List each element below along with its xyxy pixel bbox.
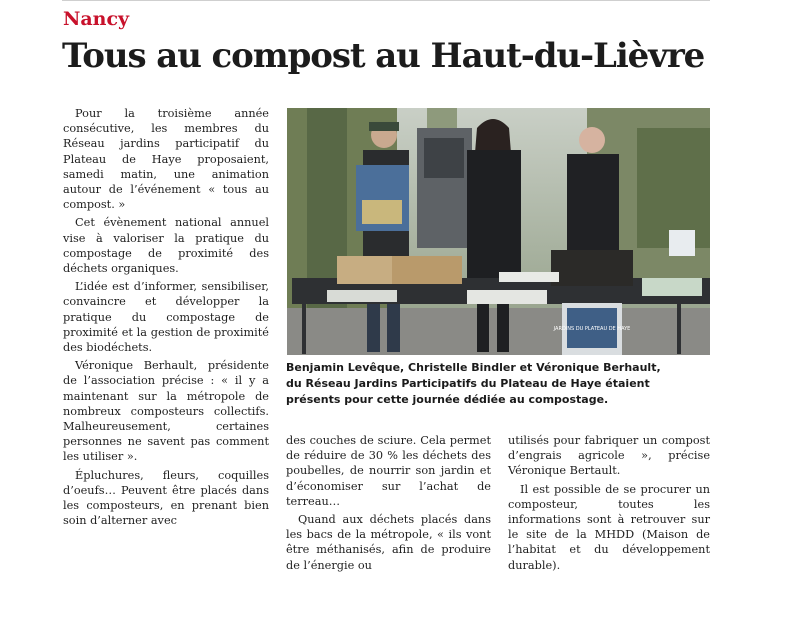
paragraph: utilisés pour fabriquer un compost d’engrais agricole », précise Véronique Bertault. [508, 434, 710, 478]
photo-sign-text: JARDINS DU PLATEAU DE HAYE [553, 326, 631, 332]
paragraph: Pour la troisième année consécutive, les membres du Réseau jardins participatif du Plateau de Haye proposaient, samedi matin, une animation autour de l’événement « tous au compost. » [63, 107, 269, 212]
paragraph: des couches de sciure. Cela permet de réduire de 30 % les déchets des poubelles, de nourrir son jardin et d’économiser sur l’achat de terreau… [286, 434, 491, 508]
photo-caption [286, 360, 716, 408]
article-column-1 [63, 106, 269, 528]
caption-line: présents pour cette journée dédiée au compostage. [286, 393, 609, 406]
caption-line: du Réseau Jardins Participatifs du Plateau de Haye étaient [286, 377, 650, 390]
paragraph: Cet évènement national annuel vise à valoriser la pratique du compostage de proximité des déchets organiques. [63, 216, 269, 276]
article-photo [287, 108, 710, 355]
section-kicker: Nancy [63, 8, 130, 30]
article-column-2 [286, 433, 491, 573]
paragraph: Quand aux déchets placés dans les bacs de la métropole, « ils vont être méthanisés, afin de produire de l’énergie ou [286, 513, 491, 572]
paragraph: L’idée est d’informer, sensibiliser, convaincre et développer la pratique du compostage de proximité et la gestion de proximité des biodéchets. [63, 280, 269, 355]
paragraph: Véronique Berhault, présidente de l’association précise : « il y a maintenant sur la métropole de nombreux composteurs collectifs. Malheureusement, certaines personnes ne savent pas comment les utiliser ». [63, 359, 269, 464]
photo-illustration [287, 108, 710, 355]
paragraph: Il est possible de se procurer un composteur, toutes les informations sont à retrouver sur le site de la MHDD (Maison de l’habitat et du développement durable). [508, 482, 710, 572]
article-column-3 [508, 433, 710, 573]
paragraph: Épluchures, fleurs, coquilles d’oeufs… Peuvent être placés dans les composteurs, en prenant bien soin d’alterner avec [63, 468, 269, 528]
top-rule [62, 0, 710, 1]
article-headline: Tous au compost au Haut-du-Lièvre [62, 36, 705, 76]
caption-line: Benjamin Levêque, Christelle Bindler et Véronique Berhault, [286, 361, 661, 374]
